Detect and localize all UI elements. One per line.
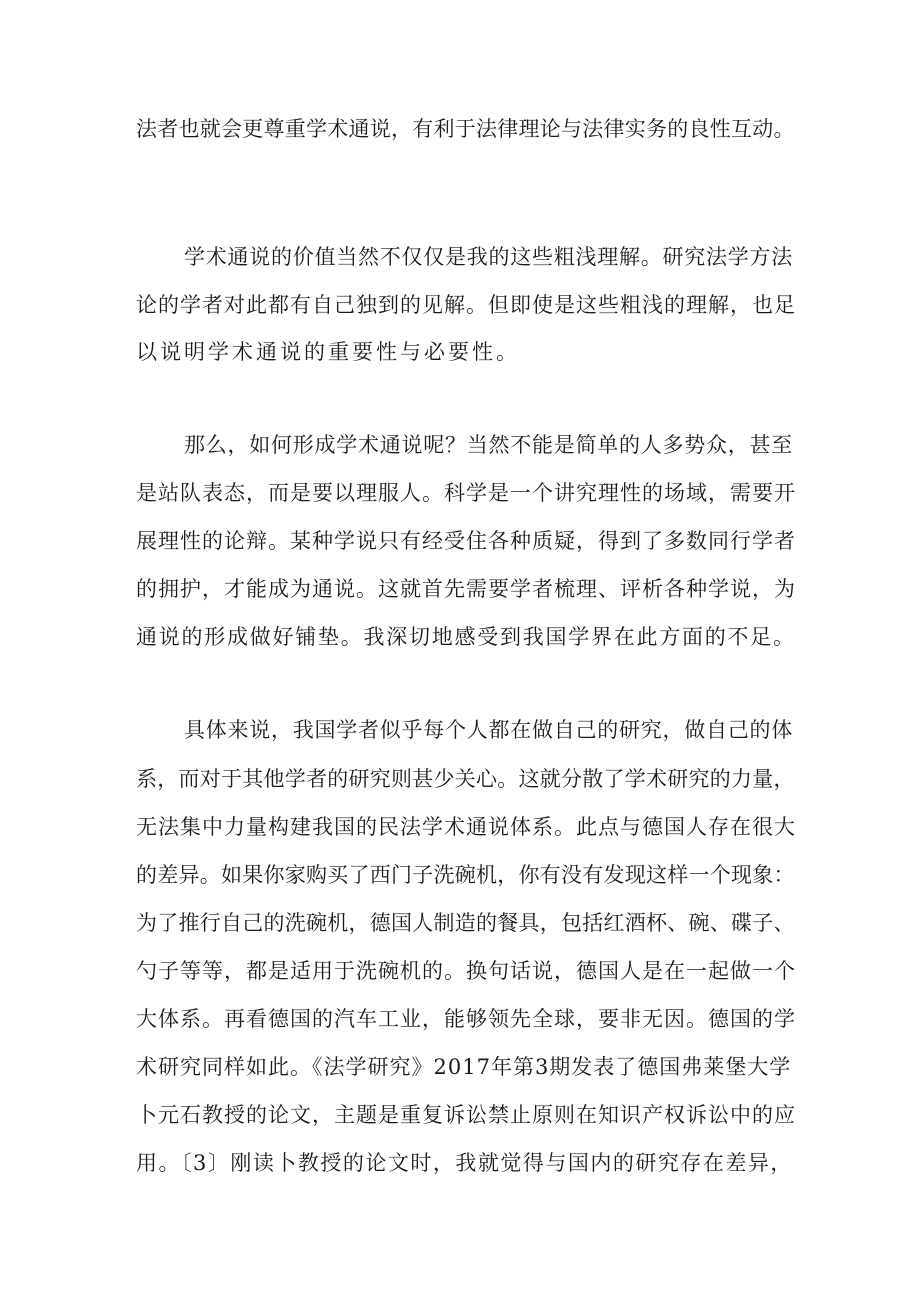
paragraph-line: 的差异。如果你家购买了西门子洗碗机，你有没有发现这样一个现象： (136, 863, 795, 887)
paragraph-line: 术研究同样如此。《法学研究》2017年第3期发表了德国弗莱堡大学 (136, 1055, 792, 1079)
paragraph-line: 系，而对于其他学者的研究则甚少关心。这就分散了学术研究的力量， (136, 767, 795, 791)
paragraph-line: 展理性的论辩。某种学说只有经受住各种质疑，得到了多数同行学者 (136, 529, 796, 553)
paragraph-line: 用。〔3〕刚读卜教授的论文时，我就觉得与国内的研究存在差异， (136, 1151, 793, 1175)
paragraph-line: 是站队表态，而是要以理服人。科学是一个讲究理性的场域，需要开 (136, 481, 796, 505)
paragraph-line: 无法集中力量构建我国的民法学术通说体系。此点与德国人存在很大 (136, 815, 796, 839)
paragraph-line: 论的学者对此都有自己独到的见解。但即使是这些粗浅的理解，也足 (136, 293, 796, 317)
paragraph-line: 卜元石教授的论文，主题是重复诉讼禁止原则在知识产权诉讼中的应 (136, 1103, 796, 1127)
paragraph-line: 为了推行自己的洗碗机，德国人制造的餐具，包括红酒杯、碗、碟子、 (136, 911, 795, 935)
paragraph-line: 勺子等等，都是适用于洗碗机的。换句话说，德国人是在一起做一个 (136, 959, 796, 983)
paragraph-line: 以说明学术通说的重要性与必要性。 (136, 340, 520, 364)
paragraph-line: 学术通说的价值当然不仅仅是我的这些粗浅理解。研究法学方法 (184, 245, 793, 269)
paragraph-line: 法者也就会更尊重学术通说，有利于法律理论与法律实务的良性互动。 (136, 117, 795, 141)
paragraph-line: 大体系。再看德国的汽车工业，能够领先全球，要非无因。德国的学 (136, 1007, 796, 1031)
paragraph-line: 那么，如何形成学术通说呢？当然不能是简单的人多势众，甚至 (184, 433, 793, 457)
paragraph-line: 通说的形成做好铺垫。我深切地感受到我国学界在此方面的不足。 (136, 625, 796, 649)
paragraph-line: 具体来说，我国学者似乎每个人都在做自己的研究，做自己的体 (184, 718, 793, 742)
paragraph-line: 的拥护，才能成为通说。这就首先需要学者梳理、评析各种学说，为 (136, 577, 796, 601)
